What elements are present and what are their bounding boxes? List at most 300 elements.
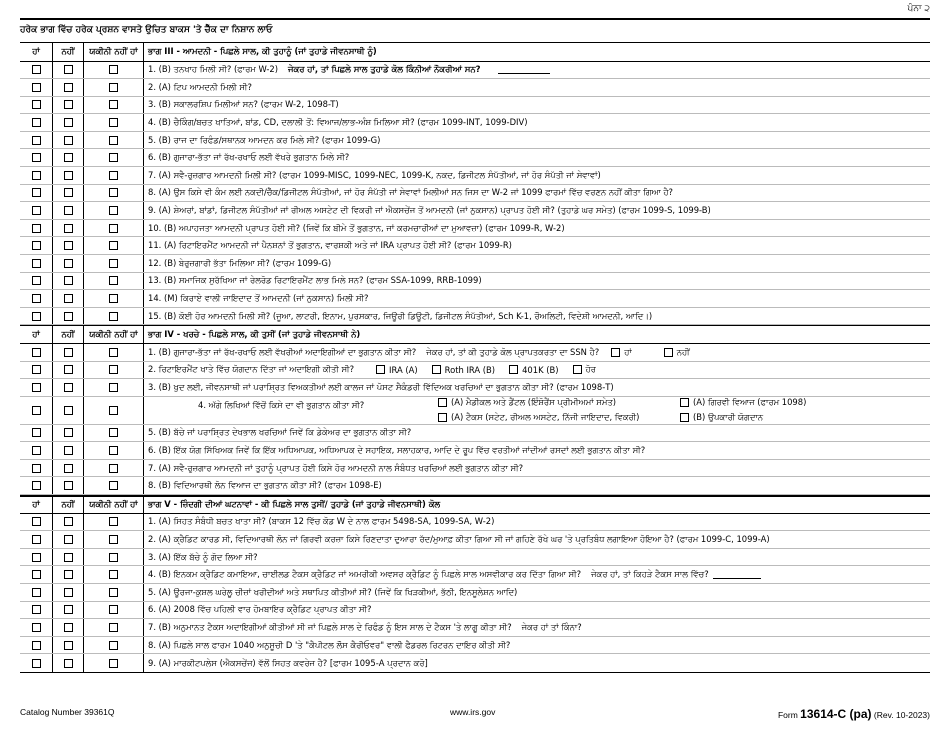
form-id — [778, 707, 930, 721]
answer-cell — [83, 273, 143, 290]
question-row — [20, 255, 930, 273]
question-row — [20, 654, 930, 672]
answer-cell — [20, 602, 52, 619]
intake-form — [20, 42, 930, 673]
yes-checkbox[interactable] — [32, 588, 41, 597]
unsure-checkbox[interactable] — [109, 553, 118, 562]
answer-cell — [20, 220, 52, 237]
yes-checkbox[interactable] — [32, 171, 41, 180]
answer-cell — [20, 654, 52, 672]
answer-cell — [52, 185, 83, 202]
yes-checkbox[interactable] — [32, 100, 41, 109]
yes-checkbox[interactable] — [32, 446, 41, 455]
answer-cell — [52, 442, 83, 459]
question-label: 6. (B) ਗੁਜਾਰਾ-ਭੱਤਾ ਜਾਂ ਰੱਖ-ਰਖਾਓ ਲਈ ਵੱਖਰੇ ਭੁਗਤਾਨ ਮਿਲੇ ਸੀ? — [148, 152, 350, 163]
yes-checkbox[interactable] — [32, 153, 41, 162]
question-label: 5. (B) ਰਾਜ ਦਾ ਰਿਫੰਡ/ਸਥਾਨਕ ਆਮਦਨ ਕਰ ਮਿਲੇ ਸੀ? (ਫਾਰਮ 1099-G) — [148, 134, 381, 145]
section-header — [20, 43, 930, 62]
question-row — [20, 442, 930, 460]
no-checkbox[interactable] — [64, 406, 73, 415]
answer-cell — [83, 531, 143, 548]
no-checkbox[interactable] — [64, 188, 73, 197]
no-checkbox[interactable] — [64, 623, 73, 632]
question-row — [20, 308, 930, 326]
expense-option-checkbox[interactable] — [680, 398, 689, 407]
question-row — [20, 167, 930, 185]
retirement-option-label: 401K (B) — [522, 364, 559, 375]
yes-checkbox[interactable] — [32, 348, 41, 357]
question-row — [20, 237, 930, 255]
question-label: 2. ਰਿਟਾਇਰਮੈਂਟ ਖਾਤੇ ਵਿੱਚ ਯੋਗਦਾਨ ਦਿੱਤਾ ਜਾਂ ਅਦਾਇਗੀ ਕੀਤੀ ਸੀ? — [148, 364, 355, 375]
q1-followup: ਜੇਕਰ ਹਾਂ, ਤਾਂ ਪਿਛਲੇ ਸਾਲ ਤੁਹਾਡੇ ਕੋਲ ਕਿੰਨੀਆਂ ਨੌਕਰੀਆਂ ਸਨ? — [288, 64, 481, 75]
question-text — [143, 549, 930, 566]
no-checkbox[interactable] — [64, 241, 73, 250]
no-checkbox[interactable] — [64, 83, 73, 92]
no-checkbox[interactable] — [64, 224, 73, 233]
no-checkbox[interactable] — [64, 659, 73, 668]
question-label: 6. (A) 2008 ਵਿੱਚ ਪਹਿਲੀ ਵਾਰ ਹੋਮਬਾਇਰ ਕ੍ਰੈਡਿਟ ਪ੍ਰਾਪਤ ਕੀਤਾ ਸੀ? — [148, 604, 372, 615]
answer-cell — [83, 344, 143, 361]
answer-cell — [52, 62, 83, 79]
answer-cell — [20, 460, 52, 477]
answer-cell — [52, 477, 83, 494]
answer-cell — [83, 132, 143, 149]
yes-checkbox[interactable] — [32, 535, 41, 544]
answer-cell — [83, 149, 143, 166]
unsure-checkbox[interactable] — [109, 641, 118, 650]
answer-cell — [83, 79, 143, 96]
unsure-checkbox[interactable] — [109, 406, 118, 415]
answer-cell — [20, 185, 52, 202]
answer-cell — [83, 255, 143, 272]
question-label: 7. (A) ਸਵੈ-ਰੁਜ਼ਗਾਰ ਆਮਦਨੀ ਮਿਲੀ ਸੀ? (ਫਾਰਮ 1099-MISC, 1099-NEC, 1099-K, ਨਕਦ, ਡਿਜੀਟਲ ਸੰਪੱਤੀਆਂ, ਜਾਂ ਹੋਰ ਸੰਪੱਤੀ ਜਾਂ ਸੇਵਾਵਾਂ) — [148, 169, 601, 180]
yes-checkbox[interactable] — [32, 428, 41, 437]
question-label: 3. (B) ਖੁਦ ਲਈ, ਜੀਵਨਸਾਥੀ ਜਾਂ ਪਰਾਸ਼੍ਰਿਤ ਵਿਅਕਤੀਆਂ ਲਈ ਕਾਲਜ ਜਾਂ ਪੋਸਟ ਸੈਕੰਡਰੀ ਵਿੱਦਿਅਕ ਖਰਚਿਆਂ ਦਾ ਭੁਗਤਾਨ ਕੀਤਾ ਸੀ? (ਫਾਰਮ 1098-T) — [148, 381, 614, 392]
no-checkbox[interactable] — [64, 294, 73, 303]
yes-checkbox[interactable] — [32, 365, 41, 374]
question-text — [143, 514, 930, 531]
answer-cell — [20, 397, 52, 424]
answer-cell — [83, 442, 143, 459]
yes-checkbox[interactable] — [32, 659, 41, 668]
section-header — [20, 495, 930, 514]
section-title: ਭਾਗ IV - ਖਰਚੇ - ਪਿਛਲੇ ਸਾਲ, ਕੀ ਤੁਸੀਂ (ਜਾਂ ਤੁਹਾਡੇ ਜੀਵਨਸਾਥੀ ਨੇ) — [143, 326, 930, 343]
answer-cell — [20, 237, 52, 254]
answer-cell — [83, 290, 143, 307]
answer-cell — [20, 566, 52, 583]
question-label: 9. (A) ਮਾਰਕੀਟਪਲੇਸ (ਐਕਸਚੇਂਜ) ਵੱਲੋਂ ਸਿਹਤ ਕਵਰੇਜ ਹੈ? [ਫਾਰਮ 1095-A ਪ੍ਰਦਾਨ ਕਰੋ] — [148, 657, 428, 668]
answer-cell — [20, 477, 52, 494]
expense-option — [680, 412, 880, 423]
no-checkbox[interactable] — [64, 481, 73, 490]
answer-cell — [83, 602, 143, 619]
expense-option — [438, 412, 680, 423]
unsure-checkbox[interactable] — [109, 188, 118, 197]
unsure-checkbox[interactable] — [109, 65, 118, 74]
answer-cell — [83, 514, 143, 531]
answer-cell — [52, 531, 83, 548]
question-row — [20, 114, 930, 132]
no-checkbox[interactable] — [64, 276, 73, 285]
question-text — [143, 344, 930, 361]
answer-cell — [83, 566, 143, 583]
question-row — [20, 79, 930, 97]
question-row — [20, 132, 930, 150]
no-checkbox[interactable] — [64, 348, 73, 357]
expense-option — [438, 397, 680, 408]
answer-cell — [52, 514, 83, 531]
question-label: 2. (A) ਟਿਪ ਆਮਦਨੀ ਮਿਲੀ ਸੀ? — [148, 81, 252, 92]
question-label: 11. (A) ਰਿਟਾਇਰਮੈਂਟ ਆਮਦਨੀ ਜਾਂ ਪੈਨਸ਼ਨਾਂ ਤੋਂ ਭੁਗਤਾਨ, ਵਾਰਸ਼ਕੀ ਅਤੇ ਜਾਂ IRA ਪ੍ਰਾਪਤ ਹੋਈ ਸੀ? (ਫਾਰਮ 1099-R) — [148, 240, 512, 251]
question-row — [20, 637, 930, 655]
question-row — [20, 379, 930, 397]
answer-cell — [83, 584, 143, 601]
answer-cell — [20, 344, 52, 361]
answer-cell — [83, 619, 143, 636]
question-row — [20, 397, 930, 425]
answer-cell — [20, 531, 52, 548]
answer-cell — [52, 255, 83, 272]
answer-cell — [52, 237, 83, 254]
yes-checkbox[interactable] — [32, 118, 41, 127]
question-text — [143, 566, 930, 583]
unsure-checkbox[interactable] — [109, 383, 118, 392]
answer-cell — [83, 237, 143, 254]
website[interactable]: www.irs.gov — [450, 707, 496, 717]
no-checkbox[interactable] — [64, 153, 73, 162]
answer-cell — [52, 362, 83, 379]
question-label: 9. (A) ਸ਼ੇਅਰਾਂ, ਬਾਂਡਾਂ, ਡਿਜੀਟਲ ਸੰਪੱਤੀਆਂ ਜਾਂ ਰੀਅਲ ਅਸਟੇਟ ਦੀ ਵਿਕਰੀ ਜਾਂ ਐਕਸਚੇਂਜ ਤੋਂ ਆਮਦਨੀ (ਜਾਂ ਨੁਕਸਾਨ) ਪ੍ਰਾਪਤ ਹੋਈ ਸੀ? (ਤੁਹਾਡੇ ਘਰ ਸਮੇਤ) (ਫਾਰਮ 1099-S, 1099-B) — [148, 205, 711, 216]
retirement-option-checkbox[interactable] — [573, 365, 582, 374]
tax-year-followup: ਜੇਕਰ ਹਾਂ, ਤਾਂ ਕਿਹੜੇ ਟੈਕਸ ਸਾਲ ਵਿੱਚ? — [591, 569, 709, 580]
retirement-option-checkbox[interactable] — [432, 365, 441, 374]
question-row — [20, 149, 930, 167]
unsure-checkbox[interactable] — [109, 623, 118, 632]
question-row — [20, 202, 930, 220]
answer-cell — [52, 114, 83, 131]
unsure-checkbox[interactable] — [109, 659, 118, 668]
answer-cell — [83, 185, 143, 202]
ssn-yes-checkbox[interactable] — [611, 348, 620, 357]
answer-cell — [83, 397, 143, 424]
question-text — [143, 460, 930, 477]
yes-checkbox[interactable] — [32, 605, 41, 614]
unsure-checkbox[interactable] — [109, 605, 118, 614]
question-text — [143, 379, 930, 396]
expense-option-checkbox[interactable] — [680, 413, 689, 422]
col-no-header: ਨਹੀਂ — [52, 326, 83, 343]
answer-cell — [20, 379, 52, 396]
no-checkbox[interactable] — [64, 312, 73, 321]
question-label: 12. (B) ਬੇਰੁਜ਼ਗਾਰੀ ਭੱਤਾ ਮਿਲਿਆ ਸੀ? (ਫਾਰਮ 1099-G) — [148, 257, 332, 268]
unsure-checkbox[interactable] — [109, 136, 118, 145]
answer-cell — [52, 344, 83, 361]
yes-checkbox[interactable] — [32, 481, 41, 490]
unsure-checkbox[interactable] — [109, 517, 118, 526]
unsure-checkbox[interactable] — [109, 570, 118, 579]
yes-checkbox[interactable] — [32, 464, 41, 473]
yes-checkbox[interactable] — [32, 312, 41, 321]
question-row — [20, 290, 930, 308]
yes-checkbox[interactable] — [32, 641, 41, 650]
answer-cell — [52, 654, 83, 672]
question-text — [143, 290, 930, 307]
unsure-checkbox[interactable] — [109, 535, 118, 544]
answer-cell — [20, 149, 52, 166]
no-checkbox[interactable] — [64, 100, 73, 109]
answer-cell — [20, 362, 52, 379]
yes-checkbox[interactable] — [32, 623, 41, 632]
unsure-checkbox[interactable] — [109, 153, 118, 162]
question-row — [20, 566, 930, 584]
question-label: 10. (B) ਅਪਾਹਜਤਾ ਆਮਦਨੀ ਪ੍ਰਾਪਤ ਹੋਈ ਸੀ? (ਜਿਵੇਂ ਕਿ ਬੀਮੇ ਤੋਂ ਭੁਗਤਾਨ, ਜਾਂ ਕਰਮਚਾਰੀਆਂ ਦਾ ਮੁਆਵਜ਼ਾ) (ਫਾਰਮ 1099-R, W-2) — [148, 222, 565, 233]
unsure-checkbox[interactable] — [109, 276, 118, 285]
question-row — [20, 220, 930, 238]
answer-cell — [83, 62, 143, 79]
answer-cell — [52, 619, 83, 636]
question-text — [143, 114, 930, 131]
unsure-checkbox[interactable] — [109, 241, 118, 250]
answer-cell — [20, 62, 52, 79]
question-label: 5. (A) ਊਰਜਾ-ਕੁਸ਼ਲ ਘਰੇਲੂ ਚੀਜ਼ਾਂ ਖਰੀਦੀਆਂ ਅਤੇ ਸਥਾਪਿਤ ਕੀਤੀਆਂ ਸੀ? (ਜਿਵੇਂ ਕਿ ਖਿੜਕੀਆਂ, ਭੱਠੀ, ਇਨਸੂਲੇਸ਼ਨ ਆਦਿ) — [148, 586, 518, 597]
jobs-count-input[interactable] — [498, 66, 550, 74]
question-text — [143, 167, 930, 184]
no-checkbox[interactable] — [64, 570, 73, 579]
ssn-followup: ਜੇਕਰ ਹਾਂ, ਤਾਂ ਕੀ ਤੁਹਾਡੇ ਕੋਲ ਪ੍ਰਾਪਤਕਰਤਾ ਦਾ SSN ਹੈ? — [426, 346, 600, 357]
form-number: 13614-C (pa) — [800, 707, 872, 721]
yes-checkbox[interactable] — [32, 406, 41, 415]
question-text — [143, 202, 930, 219]
no-checkbox[interactable] — [64, 118, 73, 127]
answer-cell — [52, 549, 83, 566]
answer-cell — [83, 220, 143, 237]
section-header — [20, 325, 930, 344]
answer-cell — [52, 584, 83, 601]
form-prefix: Form — [777, 710, 798, 720]
question-label: 3. (B) ਸਕਾਲਰਸ਼ਿਪ ਮਿਲੀਆਂ ਸਨ? (ਫਾਰਮ W-2, 1098-T) — [148, 99, 339, 110]
retirement-option-checkbox[interactable] — [509, 365, 518, 374]
no-checkbox[interactable] — [64, 259, 73, 268]
answer-cell — [20, 114, 52, 131]
answer-cell — [20, 425, 52, 442]
unsure-checkbox[interactable] — [109, 428, 118, 437]
answer-cell — [20, 619, 52, 636]
col-unsure-header: ਯਕੀਨੀ ਨਹੀਂ ਹਾਂ — [83, 43, 143, 61]
yes-checkbox[interactable] — [32, 65, 41, 74]
answer-cell — [52, 79, 83, 96]
question-text — [143, 255, 930, 272]
no-checkbox[interactable] — [64, 588, 73, 597]
question-label: 4. (B) ਚੈਕਿੰਗ/ਬਚਤ ਖਾਤਿਆਂ, ਬਾਂਡ, CD, ਦਲਾਲੀ ਤੋਂ: ਵਿਆਜ/ਲਾਭ-ਅੰਸ਼ ਮਿਲਿਆ ਸੀ? (ਫਾਰਮ 1099-INT, 1099-DIV) — [148, 117, 528, 128]
no-checkbox[interactable] — [64, 365, 73, 374]
question-text — [143, 637, 930, 654]
question-text — [143, 442, 930, 459]
expense-option-checkbox[interactable] — [438, 413, 447, 422]
yes-checkbox[interactable] — [32, 83, 41, 92]
yes-checkbox[interactable] — [32, 241, 41, 250]
yes-checkbox[interactable] — [32, 383, 41, 392]
unsure-checkbox[interactable] — [109, 100, 118, 109]
unsure-checkbox[interactable] — [109, 464, 118, 473]
expense-option-checkbox[interactable] — [438, 398, 447, 407]
ssn-no-checkbox[interactable] — [664, 348, 673, 357]
no-checkbox[interactable] — [64, 136, 73, 145]
question-label: 8. (A) ਪਿਛਲੇ ਸਾਲ ਫਾਰਮ 1040 ਅਨੁਸੂਚੀ D 'ਤੇ "ਕੈਪੀਟਲ ਲੌਸ ਕੈਰੀਓਵਰ" ਵਾਲੀ ਫੈਡਰਲ ਰਿਟਰਨ ਦਾਇਰ ਕੀਤੀ ਸੀ? — [148, 639, 511, 650]
no-checkbox[interactable] — [64, 517, 73, 526]
no-checkbox[interactable] — [64, 383, 73, 392]
answer-cell — [83, 97, 143, 114]
question-text — [143, 79, 930, 96]
yes-checkbox[interactable] — [32, 276, 41, 285]
answer-cell — [52, 425, 83, 442]
question-text — [143, 308, 930, 325]
col-unsure-header: ਯਕੀਨੀ ਨਹੀਂ ਹਾਂ — [83, 497, 143, 513]
question-text — [143, 273, 930, 290]
ssn-yes-label: ਹਾਂ — [624, 346, 632, 357]
no-checkbox[interactable] — [64, 171, 73, 180]
no-checkbox[interactable] — [64, 605, 73, 614]
question-row — [20, 584, 930, 602]
question-row — [20, 62, 930, 80]
question-text — [143, 97, 930, 114]
question-row — [20, 97, 930, 115]
unsure-checkbox[interactable] — [109, 481, 118, 490]
answer-cell — [52, 637, 83, 654]
no-checkbox[interactable] — [64, 535, 73, 544]
answer-cell — [83, 654, 143, 672]
answer-cell — [52, 273, 83, 290]
answer-cell — [20, 514, 52, 531]
unsure-checkbox[interactable] — [109, 446, 118, 455]
tax-year-input[interactable] — [713, 571, 761, 579]
answer-cell — [83, 114, 143, 131]
question-text — [143, 531, 930, 548]
retirement-option-checkbox[interactable] — [376, 365, 385, 374]
no-checkbox[interactable] — [64, 65, 73, 74]
unsure-checkbox[interactable] — [109, 224, 118, 233]
yes-checkbox[interactable] — [32, 294, 41, 303]
question-text — [143, 220, 930, 237]
amount-followup: ਜੇਕਰ ਹਾਂ ਤਾਂ ਕਿੰਨਾ? — [521, 621, 582, 632]
retirement-option-label: ਹੋਰ — [585, 364, 596, 375]
question-text — [143, 185, 930, 202]
question-label: 1. (B) ਤਨਖਾਹ ਮਿਲੀ ਸੀ? (ਫਾਰਮ W-2) — [148, 64, 279, 75]
question-label: 7. (A) ਸਵੈ-ਰੁਜ਼ਗਾਰ ਆਮਦਨੀ ਜਾਂ ਤੁਹਾਨੂੰ ਪ੍ਰਾਪਤ ਹੋਈ ਕਿਸੇ ਹੋਰ ਆਮਦਨੀ ਨਾਲ ਸੰਬੰਧਤ ਖਰਚਿਆਂ ਲਈ ਭੁਗਤਾਨ ਕੀਤਾ ਸੀ? — [148, 462, 524, 473]
unsure-checkbox[interactable] — [109, 294, 118, 303]
question-text — [143, 362, 930, 379]
unsure-checkbox[interactable] — [109, 312, 118, 321]
answer-cell — [83, 379, 143, 396]
question-row — [20, 362, 930, 380]
question-label: 3. (A) ਇੱਕ ਬੱਚੇ ਨੂੰ ਗੋਦ ਲਿਆ ਸੀ? — [148, 551, 258, 562]
no-checkbox[interactable] — [64, 206, 73, 215]
yes-checkbox[interactable] — [32, 553, 41, 562]
question-label: 7. (B) ਅਨੁਮਾਨਤ ਟੈਕਸ ਅਦਾਇਗੀਆਂ ਕੀਤੀਆਂ ਸੀ ਜਾਂ ਪਿਛਲੇ ਸਾਲ ਦੇ ਰਿਫੰਡ ਨੂੰ ਇਸ ਸਾਲ ਦੇ ਟੈਕਸ 'ਤੇ ਲਾਗੂ ਕੀਤਾ ਸੀ? — [148, 621, 512, 632]
answer-cell — [52, 460, 83, 477]
answer-cell — [52, 149, 83, 166]
yes-checkbox[interactable] — [32, 224, 41, 233]
no-checkbox[interactable] — [64, 553, 73, 562]
question-label: 4. (B) ਇਨਕਮ ਕ੍ਰੈਡਿਟ ਕਮਾਇਆ, ਚਾਈਲਡ ਟੈਕਸ ਕ੍ਰੈਡਿਟ ਜਾਂ ਅਮਰੀਕੀ ਅਵਸਰ ਕ੍ਰੈਡਿਟ ਨੂੰ ਪਿਛਲੇ ਸਾਲ ਅਸਵੀਕਾਰ ਕਰ ਦਿੱਤਾ ਗਿਆ ਸੀ? — [148, 569, 582, 580]
unsure-checkbox[interactable] — [109, 83, 118, 92]
expense-option — [680, 397, 880, 408]
expense-option-label: (A) ਮੈਡੀਕਲ ਅਤੇ ਡੈਂਟਲ (ਇੰਸ਼ੋਰੈਂਸ ਪ੍ਰੀਮੀਅਮਾਂ ਸਮੇਤ) — [451, 397, 616, 408]
question-text — [143, 654, 930, 672]
question-row — [20, 425, 930, 443]
question-label: 14. (M) ਕਿਰਾਏ ਵਾਲੀ ਜਾਇਦਾਦ ਤੋਂ ਆਮਦਨੀ (ਜਾਂ ਨੁਕਸਾਨ) ਮਿਲੀ ਸੀ? — [148, 293, 369, 304]
unsure-checkbox[interactable] — [109, 348, 118, 357]
question-text — [143, 237, 930, 254]
page-number: ਪੰਨਾ ੨ — [907, 4, 930, 14]
unsure-checkbox[interactable] — [109, 118, 118, 127]
question-label: 15. (B) ਕੋਈ ਹੋਰ ਆਮਦਨੀ ਮਿਲੀ ਸੀ? (ਜੂਆ, ਲਾਟਰੀ, ਇਨਾਮ, ਪੁਰਸਕਾਰ, ਜਿਊਰੀ ਡਿਊਟੀ, ਡਿਜੀਟਲ ਸੰਪੱਤੀਆਂ, Sch K-1, ਰੌਅਲਿਟੀ, ਵਿਦੇਸ਼ੀ ਆਮਦਨੀ, ਆਦਿ।) — [148, 310, 653, 321]
answer-cell — [20, 167, 52, 184]
yes-checkbox[interactable] — [32, 259, 41, 268]
col-unsure-header: ਯਕੀਨੀ ਨਹੀਂ ਹਾਂ — [83, 326, 143, 343]
unsure-checkbox[interactable] — [109, 171, 118, 180]
answer-cell — [20, 637, 52, 654]
no-checkbox[interactable] — [64, 446, 73, 455]
question-text — [143, 149, 930, 166]
unsure-checkbox[interactable] — [109, 588, 118, 597]
answer-cell — [20, 308, 52, 325]
answer-cell — [52, 220, 83, 237]
answer-cell — [20, 79, 52, 96]
answer-cell — [83, 202, 143, 219]
yes-checkbox[interactable] — [32, 188, 41, 197]
answer-cell — [20, 549, 52, 566]
question-text — [143, 425, 930, 442]
yes-checkbox[interactable] — [32, 206, 41, 215]
unsure-checkbox[interactable] — [109, 206, 118, 215]
answer-cell — [83, 167, 143, 184]
question-row — [20, 514, 930, 532]
no-checkbox[interactable] — [64, 464, 73, 473]
answer-cell — [20, 202, 52, 219]
expense-options — [438, 397, 880, 423]
no-checkbox[interactable] — [64, 641, 73, 650]
unsure-checkbox[interactable] — [109, 365, 118, 374]
question-label: 2. (A) ਕ੍ਰੈਡਿਟ ਕਾਰਡ ਸੀ, ਵਿਦਿਆਰਥੀ ਲੋਨ ਜਾਂ ਗਿਰਵੀ ਕਰਜ਼ਾ ਕਿਸੇ ਰਿਣਦਾਤਾ ਦੁਆਰਾ ਰੱਦ/ਮੁਆਫ਼ ਕੀਤਾ ਗਿਆ ਸੀ ਜਾਂ ਗਹਿਣੇ ਰੱਖੇ ਘਰ 'ਤੇ ਪ੍ਰਤਿਬੰਧ ਲਗਾਇਆ ਹੋਇਆ ਹੈ? (ਫਾਰਮ 1099-C, 1099-A) — [148, 533, 770, 544]
col-no-header: ਨਹੀਂ — [52, 43, 83, 61]
question-label: 1. (B) ਗੁਜਾਰਾ-ਭੱਤਾ ਜਾਂ ਰੱਖ-ਰਖਾਓ ਲਈ ਵੱਖਰੀਆਂ ਅਦਾਇਗੀਆਂ ਦਾ ਭੁਗਤਾਨ ਕੀਤਾ ਸੀ? — [148, 346, 417, 357]
answer-cell — [52, 97, 83, 114]
answer-cell — [20, 584, 52, 601]
question-row — [20, 477, 930, 495]
question-row — [20, 602, 930, 620]
question-text — [143, 602, 930, 619]
yes-checkbox[interactable] — [32, 517, 41, 526]
answer-cell — [52, 308, 83, 325]
col-yes-header: ਹਾਂ — [32, 329, 40, 340]
answer-cell — [83, 308, 143, 325]
question-label: 1. (A) ਸਿਹਤ ਸੰਬੰਧੀ ਬਚਤ ਖਾਤਾ ਸੀ? (ਬਾਕਸ 12 ਵਿੱਚ ਕੋਡ W ਦੇ ਨਾਲ ਫਾਰਮ 5498-SA, 1099-SA, W-2) — [148, 516, 495, 527]
question-label: 8. (B) ਵਿਦਿਆਰਥੀ ਲੋਨ ਵਿਆਜ ਦਾ ਭੁਗਤਾਨ ਕੀਤਾ ਸੀ? (ਫਾਰਮ 1098-E) — [148, 480, 382, 491]
question-row — [20, 273, 930, 291]
answer-cell — [20, 442, 52, 459]
answer-cell — [83, 549, 143, 566]
no-checkbox[interactable] — [64, 428, 73, 437]
col-yes-header: ਹਾਂ — [32, 499, 40, 510]
answer-cell — [83, 460, 143, 477]
question-row — [20, 344, 930, 362]
yes-checkbox[interactable] — [32, 136, 41, 145]
yes-checkbox[interactable] — [32, 570, 41, 579]
answer-cell — [52, 397, 83, 424]
answer-cell — [20, 290, 52, 307]
answer-cell — [83, 637, 143, 654]
unsure-checkbox[interactable] — [109, 259, 118, 268]
